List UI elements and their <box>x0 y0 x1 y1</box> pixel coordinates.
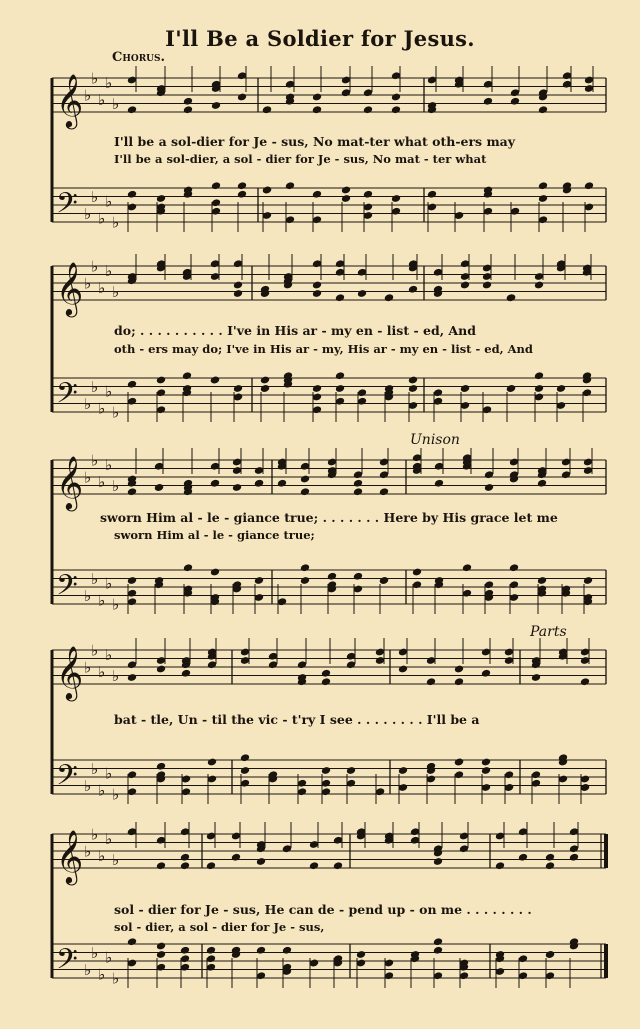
note-head <box>300 563 310 572</box>
bass-clef-icon: 𝄢 <box>56 943 78 983</box>
note-head <box>321 766 331 775</box>
note-head <box>341 194 351 203</box>
flat-sign-icon: ♭ <box>105 645 113 664</box>
note-head <box>237 190 247 199</box>
parts-label: Parts <box>530 624 567 640</box>
chorus-label: Chorus. <box>112 50 166 65</box>
flat-sign-icon: ♭ <box>112 95 120 113</box>
note-head <box>312 93 322 102</box>
note-head <box>321 677 331 686</box>
note-head <box>156 950 166 959</box>
flat-sign-icon: ♭ <box>105 574 113 593</box>
note-head <box>262 105 272 114</box>
flat-sign-icon: ♭ <box>112 213 120 232</box>
note-head <box>391 93 401 102</box>
note-head <box>333 861 343 870</box>
flat-sign-icon: ♭ <box>84 274 92 293</box>
note-head <box>427 190 437 199</box>
note-head <box>426 677 436 686</box>
note-head <box>183 105 193 114</box>
flat-sign-icon: ♭ <box>105 948 113 967</box>
note-head <box>481 766 491 775</box>
note-head <box>277 479 287 488</box>
note-head <box>233 384 243 393</box>
note-head <box>335 384 345 393</box>
note-head <box>346 766 356 775</box>
note-head <box>363 190 373 199</box>
note-head <box>312 289 322 298</box>
note-head <box>256 857 266 866</box>
note-head <box>127 673 137 682</box>
note-head <box>240 753 250 762</box>
flat-sign-icon: ♭ <box>84 658 92 677</box>
note-head <box>379 576 389 585</box>
note-head <box>127 105 137 114</box>
note-head <box>156 376 166 385</box>
note-head <box>518 853 528 862</box>
note-head <box>495 861 505 870</box>
flat-sign-icon: ♭ <box>84 468 92 487</box>
note-head <box>398 766 408 775</box>
note-head <box>156 665 166 674</box>
note-head <box>127 937 137 946</box>
note-head <box>262 186 272 195</box>
system-5-lyric-1: sol - dier for Je - sus, He can de - pend up - on me . . . . . . . . <box>114 902 532 917</box>
note-head <box>309 861 319 870</box>
note-head <box>353 572 363 581</box>
flat-sign-icon: ♭ <box>105 455 113 474</box>
flat-sign-icon: ♭ <box>105 192 113 211</box>
flat-sign-icon: ♭ <box>98 209 106 228</box>
note-head <box>398 665 408 674</box>
note-head <box>357 289 367 298</box>
note-head <box>127 380 137 389</box>
note-head <box>537 576 547 585</box>
flat-sign-icon: ♭ <box>105 829 113 848</box>
note-head <box>260 376 270 385</box>
note-head <box>531 673 541 682</box>
note-head <box>285 181 295 190</box>
system-3-lyric-1: sworn Him al - le - giance true; . . . . . . . Here by His grace let me <box>100 510 558 525</box>
note-head <box>391 105 401 114</box>
flat-sign-icon: ♭ <box>84 777 92 795</box>
treble-clef-icon: 𝄞 <box>56 829 84 883</box>
flat-sign-icon: ♭ <box>91 760 99 778</box>
note-head <box>534 281 544 290</box>
flat-sign-icon: ♭ <box>112 785 120 804</box>
note-head <box>483 97 493 106</box>
note-head <box>180 853 190 862</box>
note-head <box>454 758 464 767</box>
flat-sign-icon: ♭ <box>112 851 120 869</box>
note-head <box>312 190 322 199</box>
note-head <box>353 487 363 496</box>
note-head <box>181 669 191 678</box>
note-head <box>206 946 216 955</box>
note-head <box>545 861 555 870</box>
note-head <box>408 285 418 294</box>
note-head <box>433 946 443 955</box>
treble-clef-icon: 𝄞 <box>56 73 84 127</box>
note-head <box>211 181 221 190</box>
note-head <box>254 576 264 585</box>
note-head <box>232 483 242 492</box>
note-head <box>237 181 247 190</box>
note-head <box>321 669 331 678</box>
note-head <box>580 677 590 686</box>
note-head <box>434 479 444 488</box>
flat-sign-icon: ♭ <box>112 283 120 301</box>
note-head <box>408 376 418 385</box>
flat-sign-icon: ♭ <box>105 382 113 401</box>
note-head <box>534 371 544 380</box>
note-head <box>211 101 221 110</box>
note-head <box>538 181 548 190</box>
note-head <box>556 384 566 393</box>
note-head <box>391 194 401 203</box>
note-head <box>210 479 220 488</box>
note-head <box>300 576 310 585</box>
bass-clef-icon: 𝄢 <box>56 187 78 227</box>
note-head <box>127 190 137 199</box>
flat-sign-icon: ♭ <box>105 261 113 280</box>
note-head <box>482 281 492 290</box>
unison-label: Unison <box>410 432 460 448</box>
note-head <box>384 293 394 302</box>
bass-clef-icon: 𝄢 <box>56 569 78 609</box>
note-head <box>454 677 464 686</box>
note-head <box>240 766 250 775</box>
note-head <box>569 853 579 862</box>
note-head <box>207 758 217 767</box>
system-2-lyric-2: oth - ers may do; I've in His ar - my, His ar - my en - list - ed, And <box>114 342 533 356</box>
flat-sign-icon: ♭ <box>91 641 99 660</box>
note-head <box>538 194 548 203</box>
flat-sign-icon: ♭ <box>98 662 106 681</box>
note-head <box>356 950 366 959</box>
note-head <box>260 384 270 393</box>
flat-sign-icon: ♭ <box>91 257 99 276</box>
note-head <box>233 281 243 290</box>
note-head <box>312 384 322 393</box>
note-head <box>254 479 264 488</box>
note-head <box>353 479 363 488</box>
flat-sign-icon: ♭ <box>91 188 99 206</box>
note-head <box>537 479 547 488</box>
note-head <box>312 281 322 290</box>
system-4-lyric-1: bat - tle, Un - til the vic - t'ry I see . . . . . . . . I'll be a <box>114 712 480 727</box>
system-5-lyric-2: sol - dier, a sol - dier for Je - sus, <box>114 920 325 934</box>
flat-sign-icon: ♭ <box>91 451 99 470</box>
note-head <box>363 105 373 114</box>
note-head <box>300 475 310 484</box>
flat-sign-icon: ♭ <box>98 591 106 610</box>
system-3-lyric-2: sworn Him al - le - giance true; <box>114 528 315 542</box>
note-head <box>481 669 491 678</box>
note-head <box>335 371 345 380</box>
flat-sign-icon: ♭ <box>98 90 106 109</box>
note-head <box>584 181 594 190</box>
flat-sign-icon: ♭ <box>112 595 120 614</box>
note-head <box>462 563 472 572</box>
flat-sign-icon: ♭ <box>84 961 92 979</box>
note-head <box>583 576 593 585</box>
flat-sign-icon: ♭ <box>91 378 99 396</box>
note-head <box>460 281 470 290</box>
flat-sign-icon: ♭ <box>84 86 92 105</box>
note-head <box>510 97 520 106</box>
flat-sign-icon: ♭ <box>84 395 92 413</box>
flat-sign-icon: ♭ <box>84 842 92 861</box>
flat-sign-icon: ♭ <box>98 278 106 297</box>
treble-clef-icon: 𝄞 <box>56 455 84 509</box>
note-head <box>379 487 389 496</box>
note-head <box>256 946 266 955</box>
note-head <box>484 483 494 492</box>
note-head <box>180 946 190 955</box>
flat-sign-icon: ♭ <box>105 73 113 92</box>
note-head <box>182 371 192 380</box>
note-head <box>210 568 220 577</box>
treble-clef-icon: 𝄞 <box>56 261 84 315</box>
note-head <box>282 946 292 955</box>
flat-sign-icon: ♭ <box>98 781 106 800</box>
note-head <box>127 487 137 496</box>
note-head <box>408 384 418 393</box>
note-head <box>127 576 137 585</box>
flat-sign-icon: ♭ <box>98 399 106 418</box>
note-head <box>509 563 519 572</box>
note-head <box>327 572 337 581</box>
note-head <box>312 105 322 114</box>
note-head <box>180 861 190 870</box>
note-head <box>412 568 422 577</box>
system-1-lyric-2: I'll be a sol-dier, a sol - dier for Je - sus, No mat - ter what <box>114 152 487 166</box>
note-head <box>156 942 166 951</box>
flat-sign-icon: ♭ <box>98 965 106 984</box>
note-head <box>300 487 310 496</box>
note-head <box>481 758 491 767</box>
note-head <box>538 105 548 114</box>
bass-clef-icon: 𝄢 <box>56 377 78 417</box>
page-title: I'll Be a Soldier for Jesus. <box>165 26 475 51</box>
note-head <box>154 483 164 492</box>
flat-sign-icon: ♭ <box>91 570 99 588</box>
note-head <box>210 376 220 385</box>
note-head <box>206 861 216 870</box>
flat-sign-icon: ♭ <box>91 944 99 962</box>
note-head <box>534 384 544 393</box>
note-head <box>231 853 241 862</box>
note-head <box>156 194 166 203</box>
note-head <box>545 950 555 959</box>
flat-sign-icon: ♭ <box>84 205 92 223</box>
note-head <box>454 665 464 674</box>
note-head <box>506 293 516 302</box>
note-head <box>545 853 555 862</box>
flat-sign-icon: ♭ <box>112 403 120 422</box>
note-head <box>433 857 443 866</box>
note-head <box>335 293 345 302</box>
flat-sign-icon: ♭ <box>98 846 106 865</box>
note-head <box>183 97 193 106</box>
note-head <box>460 384 470 393</box>
flat-sign-icon: ♭ <box>91 69 99 88</box>
flat-sign-icon: ♭ <box>84 587 92 605</box>
bass-clef-icon: 𝄢 <box>56 759 78 799</box>
flat-sign-icon: ♭ <box>91 825 99 844</box>
note-head <box>233 289 243 298</box>
flat-sign-icon: ♭ <box>112 667 120 685</box>
note-head <box>183 563 193 572</box>
note-head <box>506 384 516 393</box>
note-head <box>156 762 166 771</box>
flat-sign-icon: ♭ <box>112 969 120 988</box>
note-head <box>433 937 443 946</box>
system-1-lyric-1: I'll be a sol-dier for Je - sus, No mat-ter what oth-ers may <box>114 134 516 149</box>
note-head <box>341 186 351 195</box>
system-2-lyric-1: do; . . . . . . . . . . I've in His ar - my en - list - ed, And <box>114 323 476 338</box>
note-head <box>237 93 247 102</box>
treble-clef-icon: 𝄞 <box>56 645 84 699</box>
note-head <box>156 861 166 870</box>
flat-sign-icon: ♭ <box>98 472 106 491</box>
flat-sign-icon: ♭ <box>112 477 120 495</box>
flat-sign-icon: ♭ <box>105 764 113 783</box>
